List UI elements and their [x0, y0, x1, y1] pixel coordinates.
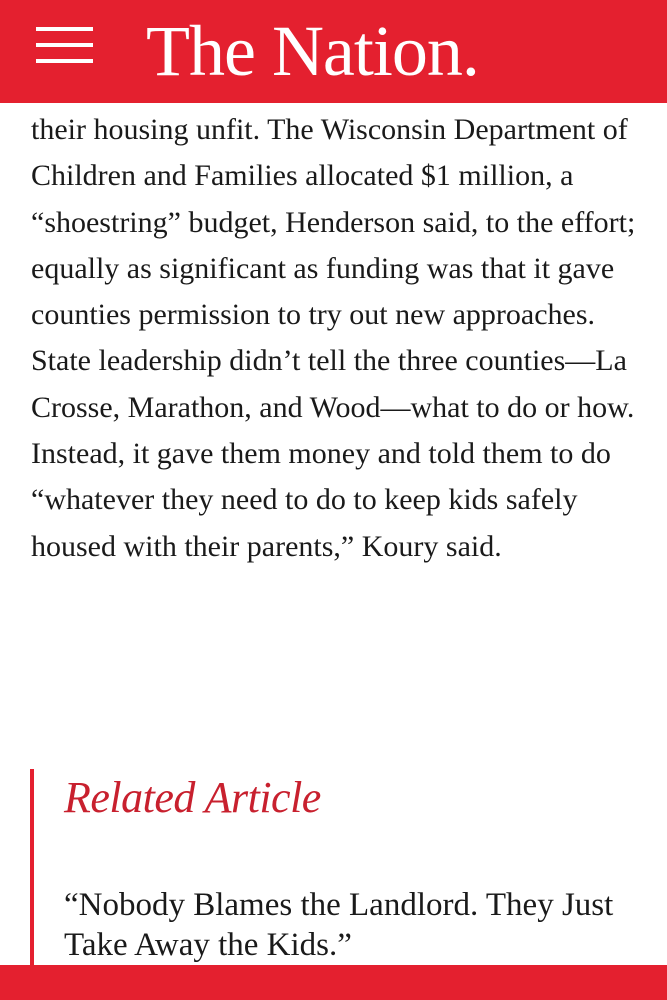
hamburger-menu-icon[interactable]	[36, 25, 93, 65]
related-article-box	[30, 769, 654, 965]
article-body	[31, 107, 641, 570]
menu-line	[36, 59, 93, 63]
bottom-bar	[0, 965, 667, 1000]
related-article-link[interactable]: “Nobody Blames the Landlord. They Just Take Away the Kids.”	[64, 887, 614, 963]
site-header	[0, 0, 667, 103]
article-paragraph: their housing unfit. The Wisconsin Department of Children and Families allocated $1 million, a “shoestring” budget, Henderson said, to the effort; equally as significant as funding was that it gave counties permission to try out new approaches. State leadership didn’t tell the three counties—La Crosse, Marathon, and Wood—what to do or how. Instead, it gave them money and told them to do “whatever they need to do to keep kids safely housed with their parents,” Koury said.	[31, 113, 636, 563]
related-article-heading: Related Article	[64, 773, 321, 822]
menu-line	[36, 27, 93, 31]
menu-line	[36, 43, 93, 47]
site-logo[interactable]: The Nation.	[146, 11, 479, 91]
